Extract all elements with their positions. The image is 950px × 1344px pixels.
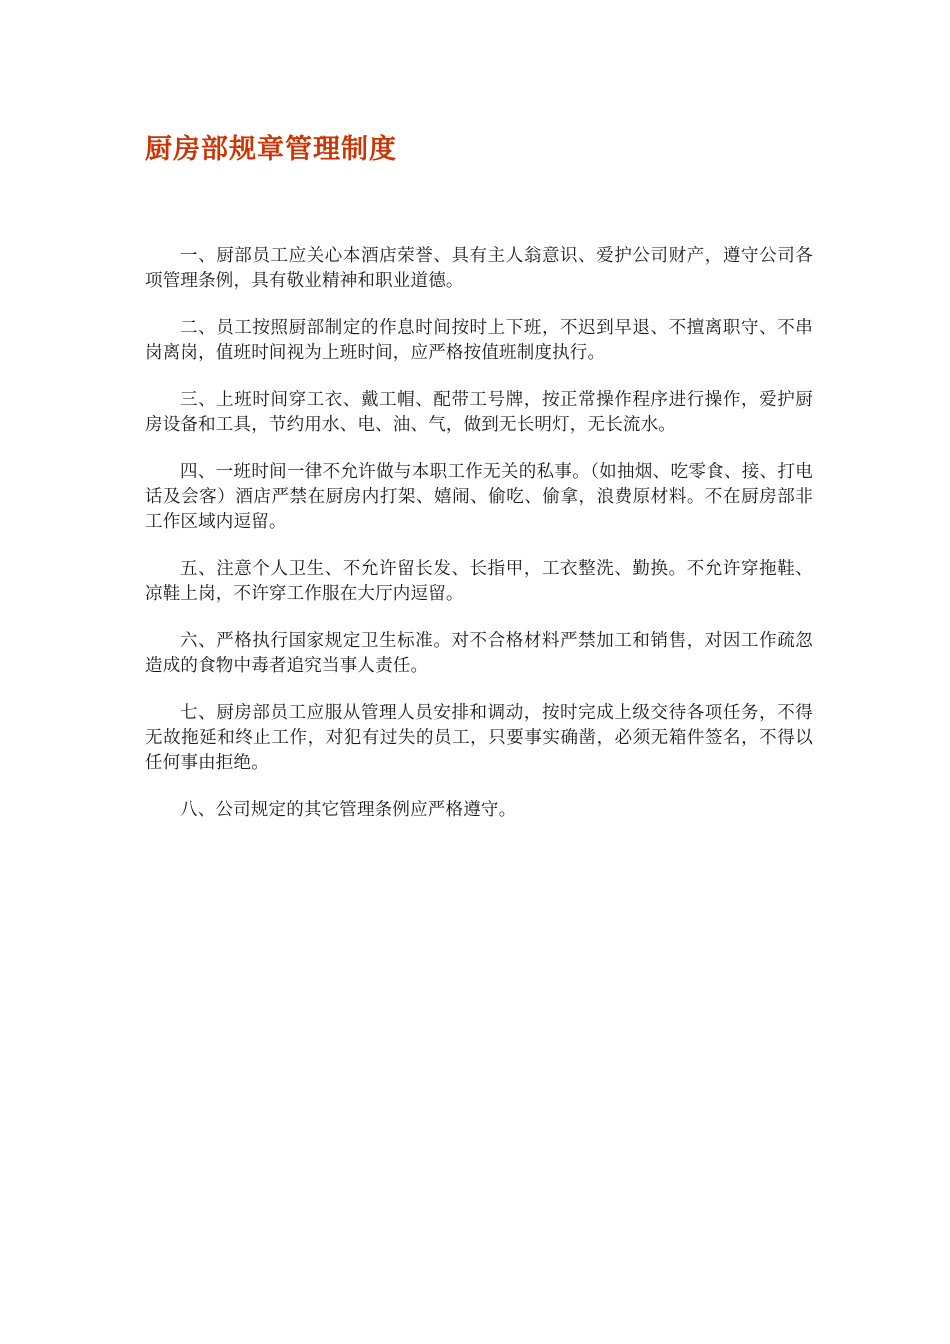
paragraph-3: 三、上班时间穿工衣、戴工帽、配带工号牌，按正常操作程序进行操作，爱护厨房设备和工具，节约用水、电、油、气，做到无长明灯，无长流水。 — [145, 390, 813, 435]
document-title: 厨房部规章管理制度 — [145, 134, 397, 165]
paragraph-5: 五、注意个人卫生、不允许留长发、长指甲，工衣整洗、勤换。不允许穿拖鞋、凉鞋上岗，不许穿工作服在大厅内逗留。 — [145, 559, 813, 604]
paragraph-8: 八、公司规定的其它管理条例应严格遵守。 — [180, 800, 517, 820]
paragraph-4: 四、一班时间一律不允许做与本职工作无关的私事。（如抽烟、吃零食、接、打电话及会客）酒店严禁在厨房内打架、嬉闹、偷吃、偷拿，浪费原材料。不在厨房部非工作区域内逗留。 — [145, 462, 813, 532]
paragraph-7: 七、厨房部员工应服从管理人员安排和调动，按时完成上级交待各项任务，不得无故拖延和终止工作，对犯有过失的员工，只要事实确凿，必须无箱件签名，不得以任何事由拒绝。 — [145, 703, 813, 773]
paragraph-6: 六、严格执行国家规定卫生标准。对不合格材料严禁加工和销售，对因工作疏忽造成的食物中毒者追究当事人责任。 — [145, 631, 813, 676]
paragraph-1: 一、厨部员工应关心本酒店荣誉、具有主人翁意识、爱护公司财产，遵守公司各项管理条例，具有敬业精神和职业道德。 — [145, 246, 813, 291]
paragraph-2: 二、员工按照厨部制定的作息时间按时上下班，不迟到早退、不擅离职守、不串岗离岗，值班时间视为上班时间，应严格按值班制度执行。 — [145, 318, 813, 363]
document-body — [145, 244, 813, 845]
